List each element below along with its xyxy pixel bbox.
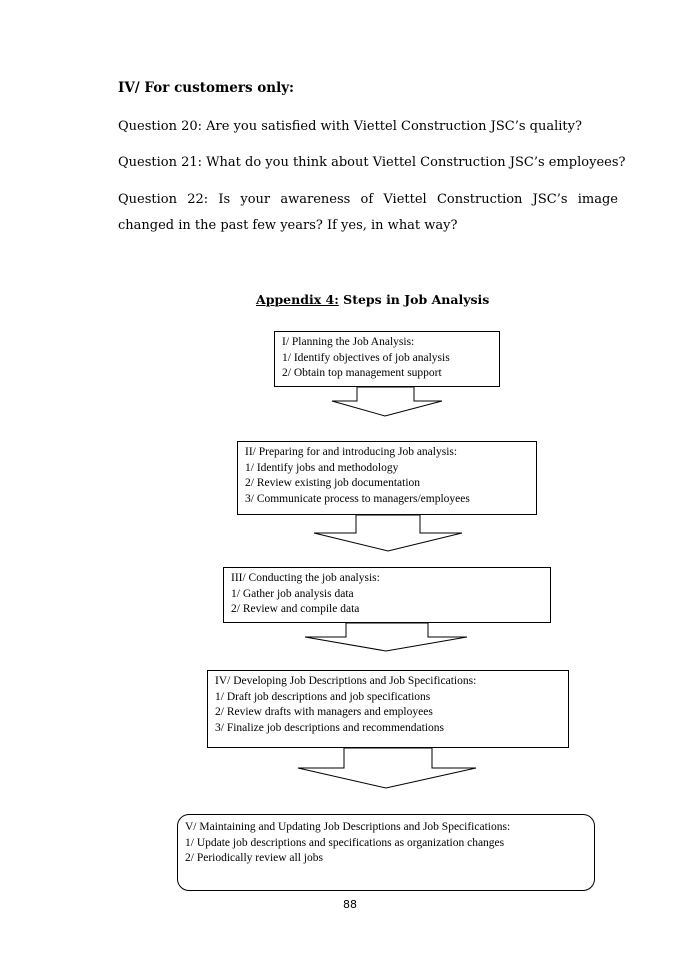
question-22: Question 22: Is your awareness of Viettel Construction JSC’s image changed in the past few years? If yes, in what way? [118,192,618,233]
flow-step-1 [274,331,500,387]
flow-step-2-title: II/ Preparing for and introducing Job analysis: [245,446,458,458]
appendix-label: Appendix 4: [256,292,339,307]
flow-step-2 [237,441,537,515]
appendix-title-text: Steps in Job Analysis [338,292,490,307]
flow-step-3-title: III/ Conducting the job analysis: [231,572,380,584]
flow-step-5 [177,814,595,891]
flow-step-2-item-3: 3/ Communicate process to managers/employees [245,493,470,506]
section-heading: IV/ For customers only: [118,80,295,96]
flow-step-4-item-2: 2/ Review drafts with managers and employees [215,706,433,719]
flow-step-1-item-2: 2/ Obtain top management support [282,367,442,380]
flow-step-4-title: IV/ Developing Job Descriptions and Job Specifications: [215,675,477,687]
question-20: Question 20: Are you satisfied with Viettel Construction JSC’s quality? [118,119,582,134]
flow-step-4-item-1: 1/ Draft job descriptions and job specifications [215,690,431,703]
question-21: Question 21: What do you think about Viettel Construction JSC’s employees? [118,155,626,170]
flow-arrow-4 [298,748,476,788]
flow-step-1-item-1: 1/ Identify objectives of job analysis [282,351,450,364]
flow-step-4-item-3: 3/ Finalize job descriptions and recommendations [215,722,444,735]
page-number: 88 [343,898,357,911]
flow-arrow-2 [314,515,462,551]
flow-step-3 [223,567,551,623]
flow-step-1-title: I/ Planning the Job Analysis: [282,336,415,348]
flow-step-4 [207,670,569,748]
flow-step-5-item-1: 1/ Update job descriptions and specifications as organization changes [185,836,505,849]
appendix-title [256,292,489,307]
flow-step-3-item-2: 2/ Review and compile data [231,603,360,616]
flow-step-3-item-1: 1/ Gather job analysis data [231,587,354,600]
flow-arrow-3 [305,623,467,651]
flow-step-5-title: V/ Maintaining and Updating Job Descriptions and Job Specifications: [185,821,511,833]
flow-step-2-item-1: 1/ Identify jobs and methodology [245,461,399,474]
flow-arrow-1 [332,387,442,416]
flow-step-2-item-2: 2/ Review existing job documentation [245,477,421,490]
flow-step-5-item-2: 2/ Periodically review all jobs [185,852,323,865]
